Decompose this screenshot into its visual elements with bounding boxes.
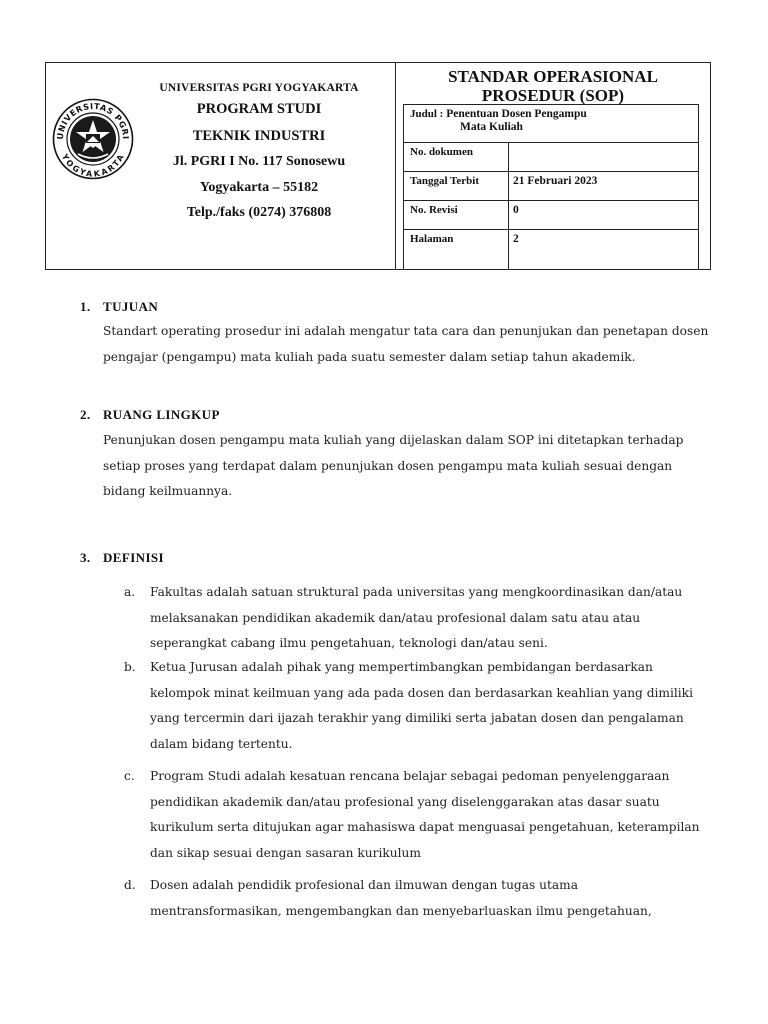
judul-cell (410, 108, 587, 134)
table-row (404, 143, 698, 172)
definition-letter: b. (124, 660, 136, 674)
definition-line: dalam bidang tertentu. (150, 736, 293, 751)
definition-line: yang tercermin dari ijazah terakhir yang dimiliki serta jabatan dosen dan pengalaman (150, 711, 684, 725)
sop-title-line2: PROSEDUR (SOP) (481, 86, 625, 105)
phone-line: Telp./faks (0274) 376808 (186, 205, 332, 220)
row-label-no-dokumen: No. dokumen (410, 146, 473, 158)
definition-line: Ketua Jurusan adalah pihak yang mempertimbangkan pembidangan berdasarkan (150, 660, 653, 674)
judul-value-line2: Mata Kuliah (460, 121, 523, 133)
definition-line: Fakultas adalah satuan struktural pada universitas yang mengkoordinasikan dan/atau (150, 585, 683, 599)
sop-info-table (403, 104, 699, 270)
row-label-tanggal-terbit: Tanggal Terbit (410, 175, 479, 187)
row-value-halaman: 2 (513, 233, 519, 245)
definition-line: mentransformasikan, mengembangkan dan menyebarluaskan ilmu pengetahuan, (150, 903, 652, 918)
definition-letter: a. (124, 585, 136, 599)
definition-line: Dosen adalah pendidik profesional dan ilmuwan dengan tugas utama (150, 878, 578, 892)
definition-line: dan sikap sesuai dengan sasaran kurikulum (150, 845, 421, 860)
row-label-halaman: Halaman (410, 233, 454, 245)
definition-line: kelompok minat keilmuan yang ada pada dosen dan berdasarkan keahlian yang dimiliki (150, 685, 693, 700)
judul-label: Judul : (410, 108, 444, 120)
sop-title (400, 67, 706, 105)
table-row (404, 201, 698, 230)
university-seal-logo (52, 98, 134, 180)
seal-bottom-text: YOGYAKARTA (59, 152, 127, 179)
definition-line: pendidikan akademik dan/atau profesional yang diselenggarakan atas dasar suatu (150, 794, 660, 809)
department-name: TEKNIK INDUSTRI (192, 128, 326, 144)
row-value-no-revisi: 0 (513, 204, 519, 216)
table-row (404, 172, 698, 201)
header-divider (395, 62, 396, 270)
definition-line: seperangkat cabang ilmu pengetahuan, teknologi dan/atau seni. (150, 636, 548, 650)
sop-title-line1: STANDAR OPERASIONAL (448, 67, 658, 86)
section-heading-tujuan (80, 299, 158, 315)
section-title: TUJUAN (103, 299, 159, 314)
section-title: RUANG LINGKUP (103, 407, 220, 422)
section-body-ruang-lingkup (103, 428, 711, 505)
section-number: 2. (80, 407, 91, 422)
section-heading-definisi (80, 550, 164, 566)
table-row (404, 230, 698, 269)
section-heading-ruang-lingkup (80, 407, 220, 423)
section-number: 3. (80, 550, 91, 565)
definition-letter: c. (124, 769, 135, 783)
definition-line: kurikulum serta ditujukan agar mahasiswa dapat menguasai pengetahuan, keterampilan (150, 820, 700, 834)
section-body-tujuan (103, 319, 711, 370)
paragraph-line: setiap proses yang terdapat dalam penunjukan dosen pengampu mata kuliah sesuai dengan (103, 458, 673, 473)
city-line: Yogyakarta – 55182 (199, 180, 319, 195)
definition-line: Program Studi adalah kesatuan rencana belajar sebagai pedoman penyelenggaraan (150, 769, 670, 783)
paragraph-line: bidang keilmuannya. (103, 484, 233, 498)
definition-line: melaksanakan pendidikan akademik dan/atau profesional dalam satu atau atau (150, 610, 641, 625)
row-label-no-revisi: No. Revisi (410, 204, 458, 216)
row-value-tanggal-terbit: 21 Februari 2023 (513, 175, 598, 187)
seal-top-text: UNIVERSITAS PGRI (54, 100, 132, 140)
judul-row (404, 105, 698, 143)
paragraph-line: Penunjukan dosen pengampu mata kuliah yang dijelaskan dalam SOP ini ditetapkan terhadap (103, 433, 684, 447)
address-line: Jl. PGRI I No. 117 Sonosewu (172, 154, 346, 169)
judul-value-line1: Penentuan Dosen Pengampu (446, 108, 587, 120)
university-name: UNIVERSITAS PGRI YOGYAKARTA (159, 82, 359, 94)
section-title: DEFINISI (103, 550, 164, 565)
section-number: 1. (80, 299, 91, 314)
paragraph-line: Standart operating prosedur ini adalah mengatur tata cara dan penunjukan dan penetapan dosen (103, 324, 709, 338)
definition-letter: d. (124, 878, 136, 892)
paragraph-line: pengajar (pengampu) mata kuliah pada suatu semester dalam setiap tahun akademik. (103, 349, 636, 364)
program-label: PROGRAM STUDI (196, 101, 322, 117)
